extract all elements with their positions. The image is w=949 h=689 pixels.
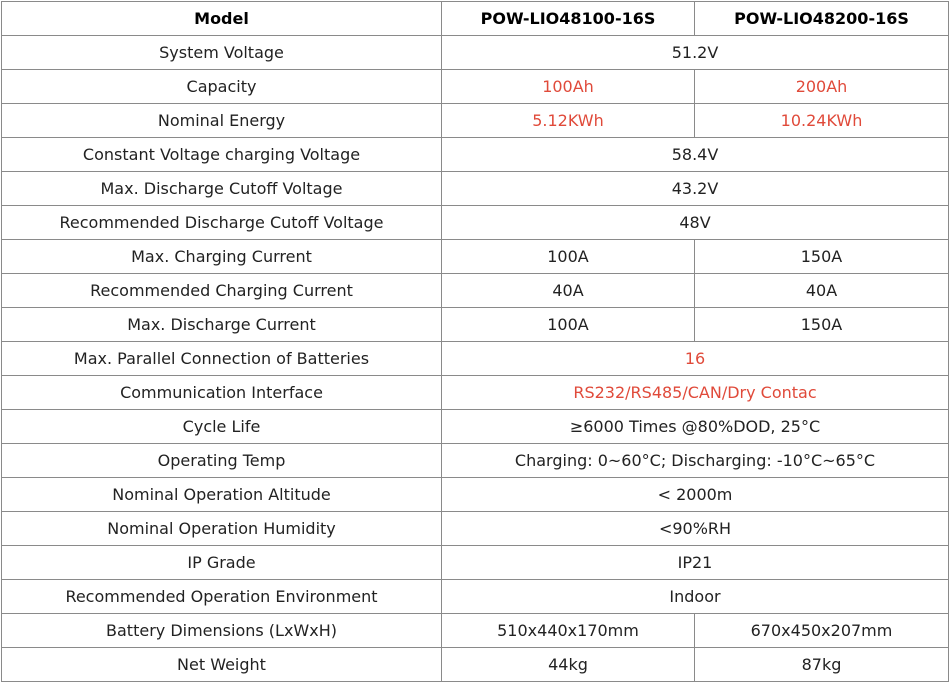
row-value-model-2: 40A [695, 274, 949, 308]
row-net-weight [2, 648, 949, 682]
row-value: Indoor [442, 580, 949, 614]
row-label: Operating Temp [2, 444, 442, 478]
row-label: Recommended Discharge Cutoff Voltage [2, 206, 442, 240]
row-value-model-2: 200Ah [695, 70, 949, 104]
row-value-model-1: 5.12KWh [442, 104, 695, 138]
row-label: Constant Voltage charging Voltage [2, 138, 442, 172]
row-value: 58.4V [442, 138, 949, 172]
row-value: 48V [442, 206, 949, 240]
row-max-discharge-current [2, 308, 949, 342]
row-label: Max. Charging Current [2, 240, 442, 274]
row-cycle-life [2, 410, 949, 444]
row-label: Capacity [2, 70, 442, 104]
row-label: Cycle Life [2, 410, 442, 444]
row-value-model-1: 100Ah [442, 70, 695, 104]
row-system-voltage [2, 36, 949, 70]
row-value-model-2: 87kg [695, 648, 949, 682]
header-model-1: POW-LIO48100-16S [442, 2, 695, 36]
row-value: < 2000m [442, 478, 949, 512]
row-value: 51.2V [442, 36, 949, 70]
row-label: Max. Parallel Connection of Batteries [2, 342, 442, 376]
row-capacity [2, 70, 949, 104]
row-max-parallel-connection [2, 342, 949, 376]
row-label: Nominal Operation Humidity [2, 512, 442, 546]
row-operation-humidity [2, 512, 949, 546]
row-value: 43.2V [442, 172, 949, 206]
header-label: Model [2, 2, 442, 36]
row-value-model-1: 100A [442, 308, 695, 342]
row-value: 16 [442, 342, 949, 376]
row-label: Recommended Charging Current [2, 274, 442, 308]
row-label: Max. Discharge Current [2, 308, 442, 342]
row-value: Charging: 0~60°C; Discharging: -10°C~65°C [442, 444, 949, 478]
row-operation-altitude [2, 478, 949, 512]
row-value: IP21 [442, 546, 949, 580]
row-value: <90%RH [442, 512, 949, 546]
row-battery-dimensions [2, 614, 949, 648]
header-model-2: POW-LIO48200-16S [695, 2, 949, 36]
row-label: Nominal Energy [2, 104, 442, 138]
spec-table [1, 1, 949, 682]
row-recommended-discharge-cutoff [2, 206, 949, 240]
row-label: Nominal Operation Altitude [2, 478, 442, 512]
row-value-model-1: 40A [442, 274, 695, 308]
row-max-charging-current [2, 240, 949, 274]
row-value-model-2: 150A [695, 308, 949, 342]
row-value-model-1: 44kg [442, 648, 695, 682]
row-operation-environment [2, 580, 949, 614]
row-value-model-2: 10.24KWh [695, 104, 949, 138]
row-label: System Voltage [2, 36, 442, 70]
row-label: Battery Dimensions (LxWxH) [2, 614, 442, 648]
row-label: Net Weight [2, 648, 442, 682]
row-communication-interface [2, 376, 949, 410]
row-max-discharge-cutoff [2, 172, 949, 206]
row-value-model-1: 100A [442, 240, 695, 274]
row-label: Recommended Operation Environment [2, 580, 442, 614]
row-value-model-1: 510x440x170mm [442, 614, 695, 648]
row-ip-grade [2, 546, 949, 580]
row-label: IP Grade [2, 546, 442, 580]
row-value-model-2: 150A [695, 240, 949, 274]
row-value: RS232/RS485/CAN/Dry Contac [442, 376, 949, 410]
row-nominal-energy [2, 104, 949, 138]
row-label: Max. Discharge Cutoff Voltage [2, 172, 442, 206]
header-row [2, 2, 949, 36]
row-label: Communication Interface [2, 376, 442, 410]
row-value-model-2: 670x450x207mm [695, 614, 949, 648]
row-recommended-charging-current [2, 274, 949, 308]
row-operating-temp [2, 444, 949, 478]
row-value: ≥6000 Times @80%DOD, 25°C [442, 410, 949, 444]
row-constant-voltage [2, 138, 949, 172]
